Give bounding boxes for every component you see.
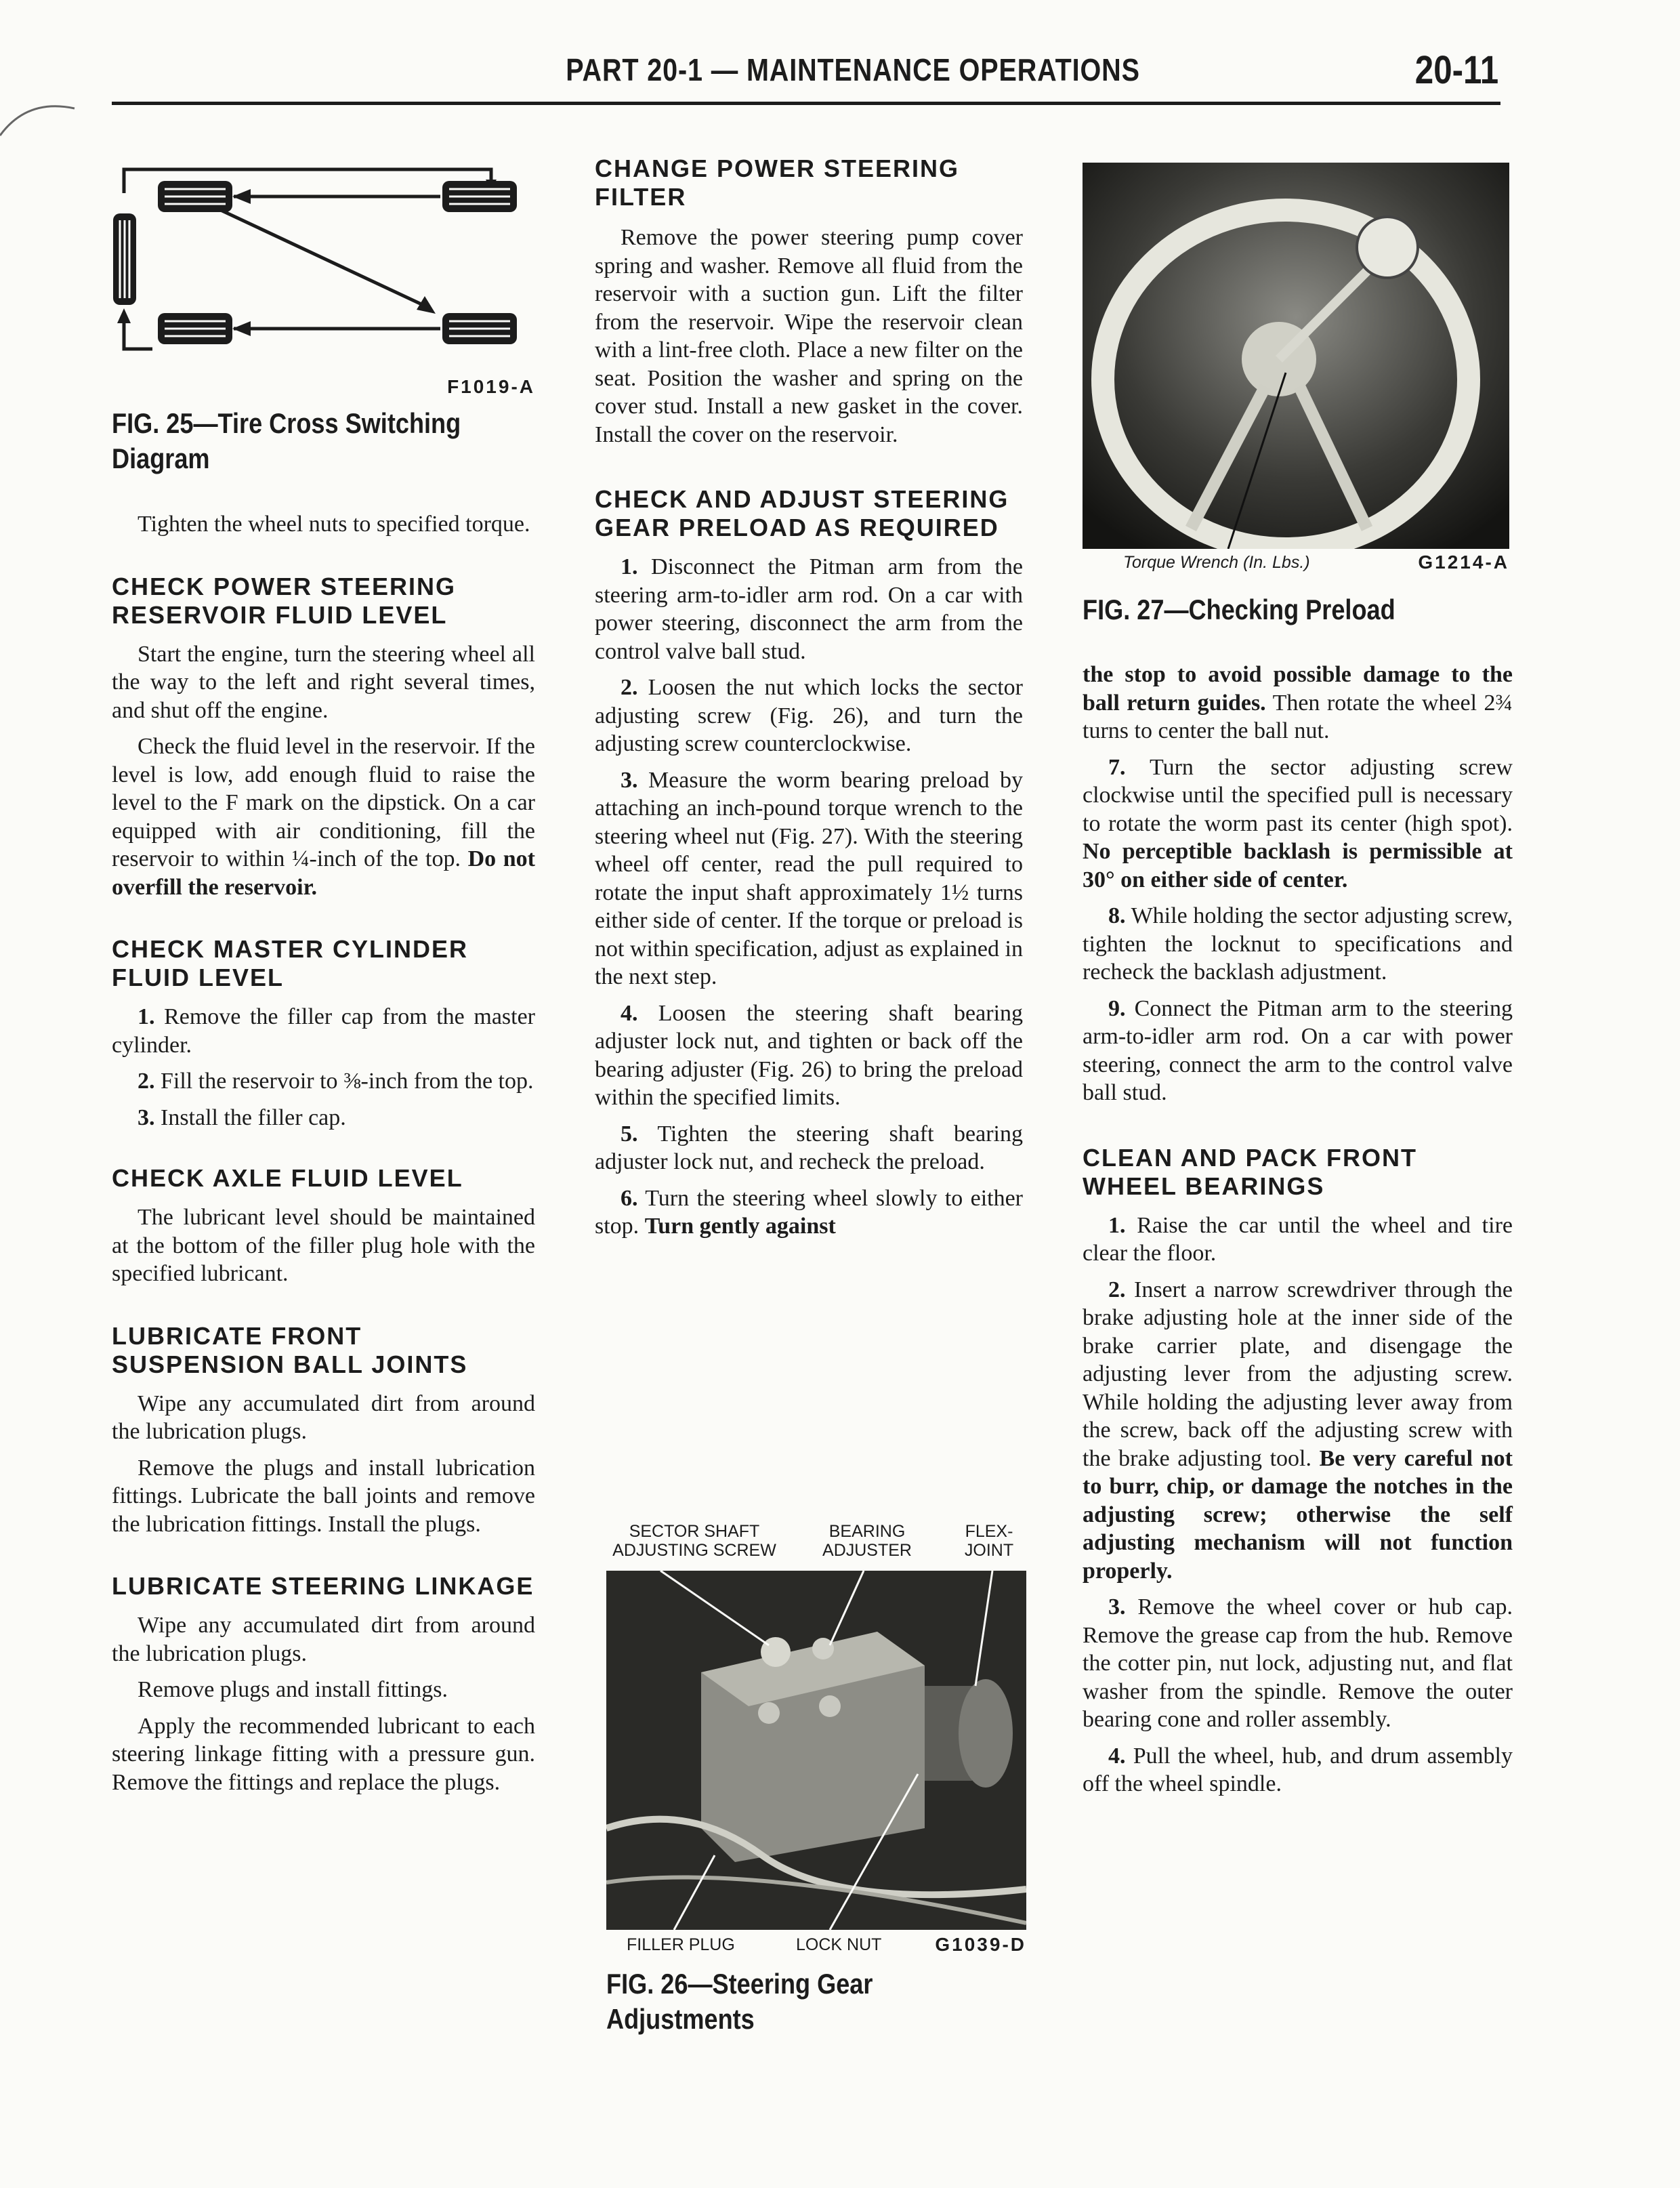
check-fluid-warning: Do not overfill the reservoir.: [112, 846, 535, 900]
steering-gear-photo: [606, 1571, 1026, 1930]
label-bearing-adjuster: [810, 1522, 925, 1560]
mc-step-2: [112, 1067, 535, 1096]
heading-power-steering-reservoir: CHECK POWER STEERING RESERVOIR FLUID LEVEL: [112, 572, 457, 629]
mc-step-1-text: Remove the filler cap from the master cylinder.: [112, 1004, 535, 1058]
running-head: PART 20-1 — MAINTENANCE OPERATIONS: [566, 52, 1140, 87]
continued-text: Then rotate the wheel 2¾ turns to center the ball nut.: [1083, 690, 1513, 743]
preload-step-9-text: Connect the Pitman arm to the steering arm-to-idler arm rod. On a car with power steering, connect the arm to the control valve ball stud.: [1083, 995, 1513, 1105]
preload-step-3-num: 3.: [621, 767, 638, 793]
preload-step-1-num: 1.: [621, 554, 638, 579]
torque-wrench-photo: [1083, 163, 1509, 549]
preload-step-7: [1083, 754, 1513, 894]
label-flex-joint-line2: JOINT: [964, 1541, 1014, 1560]
continued-warning: the stop to avoid possible damage to the ball return guides.: [1083, 662, 1513, 716]
preload-step-5-text: Tighten the steering shaft bearing adjuster lock nut, and recheck the preload.: [595, 1121, 1023, 1174]
continued-paragraph: [1083, 661, 1513, 745]
heading-steering-linkage: LUBRICATE STEERING LINKAGE: [112, 1572, 534, 1600]
preload-step-7-text: Turn the sector adjusting screw clockwise until the specified pull is necessary to rotate the worm past its center (high spot).: [1083, 754, 1513, 836]
preload-step-6-num: 6.: [621, 1185, 638, 1211]
fig27-label-row: [1083, 552, 1509, 573]
bearing-step-4-num: 4.: [1108, 1743, 1126, 1769]
mc-step-3-num: 3.: [138, 1105, 155, 1130]
heading-gear-preload: CHECK AND ADJUST STEERING GEAR PRELOAD AS REQUIRED: [595, 485, 1009, 541]
preload-step-1-text: Disconnect the Pitman arm from the steering arm-to-idler arm rod. On a car with power steering, disconnect the arm from the control valve ball stud.: [595, 554, 1023, 664]
preload-step-2-text: Loosen the nut which locks the sector adjusting screw (Fig. 26), and turn the adjusting screw counterclockwise.: [595, 675, 1024, 756]
scan-corner-mark: [0, 95, 81, 149]
axle-paragraph: The lubricant level should be maintained at the bottom of the filler plug hole with the specified lubricant.: [112, 1205, 535, 1286]
bearing-step-2-warning: Be very careful not to burr, chip, or damage the notches in the adjusting screw; otherwise the self adjusting mechanism will not function properly.: [1083, 1445, 1513, 1584]
preload-step-7-num: 7.: [1108, 754, 1126, 780]
heading-ball-joints: LUBRICATE FRONT SUSPENSION BALL JOINTS: [112, 1321, 468, 1378]
label-sector-shaft-line1: SECTOR SHAFT: [629, 1522, 760, 1541]
fig26-top-labels: [606, 1522, 1026, 1571]
fig26: [606, 1522, 1026, 2037]
tire-switching-diagram: [112, 146, 535, 363]
mc-step-3-text: Install the filler cap.: [161, 1105, 346, 1130]
preload-step-3-text: Measure the worm bearing preload by attaching an inch-pound torque wrench to the steering wheel nut (Fig. 27). With the steering wheel off center, read the pull required to rotate the input shaft approximately 1½ turns either side of center. If the torque or preload is not within specification, adjust as explained in the next step.: [595, 767, 1023, 989]
fig27-code: G1214-A: [1418, 552, 1509, 573]
heading-axle-fluid: CHECK AXLE FLUID LEVEL: [112, 1164, 463, 1192]
preload-step-9: [1083, 995, 1513, 1107]
label-flex-joint-line1: FLEX-: [965, 1522, 1013, 1541]
bearing-step-2: [1083, 1276, 1513, 1586]
fig26-caption-line1: FIG. 26—Steering Gear: [606, 1968, 873, 2000]
preload-step-4: [595, 999, 1023, 1112]
fig25-caption-line1: FIG. 25—Tire Cross Switching: [112, 407, 461, 439]
linkage-paragraph-1: Wipe any accumulated dirt from around the lubrication plugs.: [112, 1613, 535, 1666]
fig27-caption: FIG. 27—Checking Preload: [1083, 594, 1395, 625]
label-filler-plug: FILLER PLUG: [627, 1935, 735, 1954]
preload-step-6-text: Turn the steering wheel slowly to either stop.: [595, 1185, 1024, 1239]
fig26-bottom-labels: [606, 1930, 1026, 1957]
mc-step-3: [112, 1104, 535, 1132]
ball-joints-paragraph-2: Remove the plugs and install lubrication fittings. Lubricate the ball joints and remove the lubrication fittings. Install the plugs.: [112, 1455, 535, 1537]
preload-step-6: [595, 1184, 1023, 1241]
check-fluid-paragraph: [112, 732, 535, 901]
label-bearing-adjuster-line1: BEARING: [828, 1522, 906, 1541]
fig26-code: G1039-D: [935, 1934, 1026, 1955]
preload-step-8: [1083, 902, 1513, 987]
fig27: [1083, 163, 1509, 627]
preload-step-8-text: While holding the sector adjusting screw, tighten the locknut to specifications and recheck the backlash adjustment.: [1083, 903, 1513, 985]
linkage-paragraph-2: Remove plugs and install fittings.: [138, 1677, 448, 1702]
column-1: [112, 146, 535, 1796]
column-3: [1083, 661, 1513, 1798]
fig25-caption-line2: Diagram: [112, 442, 210, 474]
preload-step-2: [595, 674, 1023, 758]
preload-step-8-num: 8.: [1108, 903, 1126, 928]
label-lock-nut: LOCK NUT: [796, 1935, 882, 1954]
bearing-step-4-text: Pull the wheel, hub, and drum assembly off the wheel spindle.: [1083, 1743, 1513, 1796]
mc-step-1-num: 1.: [138, 1004, 155, 1029]
mc-step-2-num: 2.: [138, 1069, 155, 1094]
preload-step-5-num: 5.: [621, 1121, 638, 1147]
preload-step-2-num: 2.: [621, 675, 638, 700]
bearing-step-3-num: 3.: [1108, 1594, 1126, 1619]
header-rule: [112, 102, 1500, 105]
fig26-caption-line2: Adjustments: [606, 2003, 755, 2035]
preload-step-4-num: 4.: [621, 1000, 638, 1026]
start-engine-paragraph: Start the engine, turn the steering wheel all the way to the left and right several times, and shut off the engine.: [112, 641, 535, 723]
label-sector-shaft: [606, 1522, 782, 1560]
preload-step-9-num: 9.: [1108, 995, 1126, 1021]
bearing-step-1-num: 1.: [1108, 1212, 1126, 1238]
check-fluid-text: Check the fluid level in the reservoir. If the level is low, add enough fluid to raise the level to the F mark on the dipstick. On a car equipped with air conditioning, fill the reservoir to within ¼-inch of the top.: [112, 734, 535, 871]
fig25-code: F1019-A: [447, 376, 535, 397]
bearing-step-4: [1083, 1742, 1513, 1798]
ball-joints-paragraph-1: Wipe any accumulated dirt from around the lubrication plugs.: [112, 1390, 535, 1444]
heading-wheel-bearings: CLEAN AND PACK FRONT WHEEL BEARINGS: [1083, 1143, 1417, 1200]
label-torque-wrench: Torque Wrench (In. Lbs.): [1123, 552, 1310, 572]
bearing-step-2-text: Insert a narrow screwdriver through the brake adjusting hole at the inner side of the brake carrier plate, and disengage the adjusting lever from the adjusting screw. While holding the adjusting lever away from the screw, back off the adjusting screw with the brake adjusting tool.: [1083, 1277, 1513, 1471]
column-2: [595, 154, 1023, 1241]
preload-step-5: [595, 1120, 1023, 1176]
preload-step-4-text: Loosen the steering shaft bearing adjuster lock nut, and tighten or back off the bearing adjuster (Fig. 26) to bring the preload within the specified limits.: [595, 1000, 1024, 1110]
bearing-step-3: [1083, 1593, 1513, 1734]
label-sector-shaft-line2: ADJUSTING SCREW: [612, 1541, 776, 1560]
linkage-paragraph-3: Apply the recommended lubricant to each steering linkage fitting with a pressure gun. Remove the fittings and replace the plugs.: [112, 1713, 535, 1795]
tighten-paragraph: Tighten the wheel nuts to specified torque.: [138, 512, 530, 537]
bearing-step-2-num: 2.: [1108, 1277, 1126, 1302]
label-flex-joint: [952, 1522, 1026, 1560]
heading-change-filter: CHANGE POWER STEERING FILTER: [595, 154, 960, 211]
mc-step-2-text: Fill the reservoir to ⅜-inch from the top.: [161, 1069, 534, 1094]
preload-step-7-warning: No perceptible backlash is permissible at 30° on either side of center.: [1083, 839, 1513, 892]
heading-master-cylinder: CHECK MASTER CYLINDER FLUID LEVEL: [112, 935, 469, 991]
bearing-step-1: [1083, 1212, 1513, 1268]
preload-step-6-warning: Turn gently against: [644, 1214, 836, 1239]
preload-step-1: [595, 553, 1023, 665]
bearing-step-3-text: Remove the wheel cover or hub cap. Remove the grease cap from the hub. Remove the cotter pin, nut lock, adjusting nut, and flat washer from the spindle. Remove the outer bearing cone and roller assembly.: [1083, 1594, 1513, 1732]
label-bearing-adjuster-line2: ADJUSTER: [822, 1541, 912, 1560]
bearing-step-1-text: Raise the car until the wheel and tire clear the floor.: [1083, 1212, 1513, 1266]
mc-step-1: [112, 1003, 535, 1059]
filter-paragraph: Remove the power steering pump cover spring and washer. Remove all fluid from the reservoir with a suction gun. Lift the filter from the reservoir. Wipe the reservoir clean with a lint-free cloth. Place a new filter on the seat. Position the washer and spring on the cover stud. Install a new gasket in the cover. Install the cover on the reservoir.: [595, 225, 1023, 447]
page-number: 20-11: [1414, 48, 1498, 92]
preload-step-3: [595, 766, 1023, 991]
